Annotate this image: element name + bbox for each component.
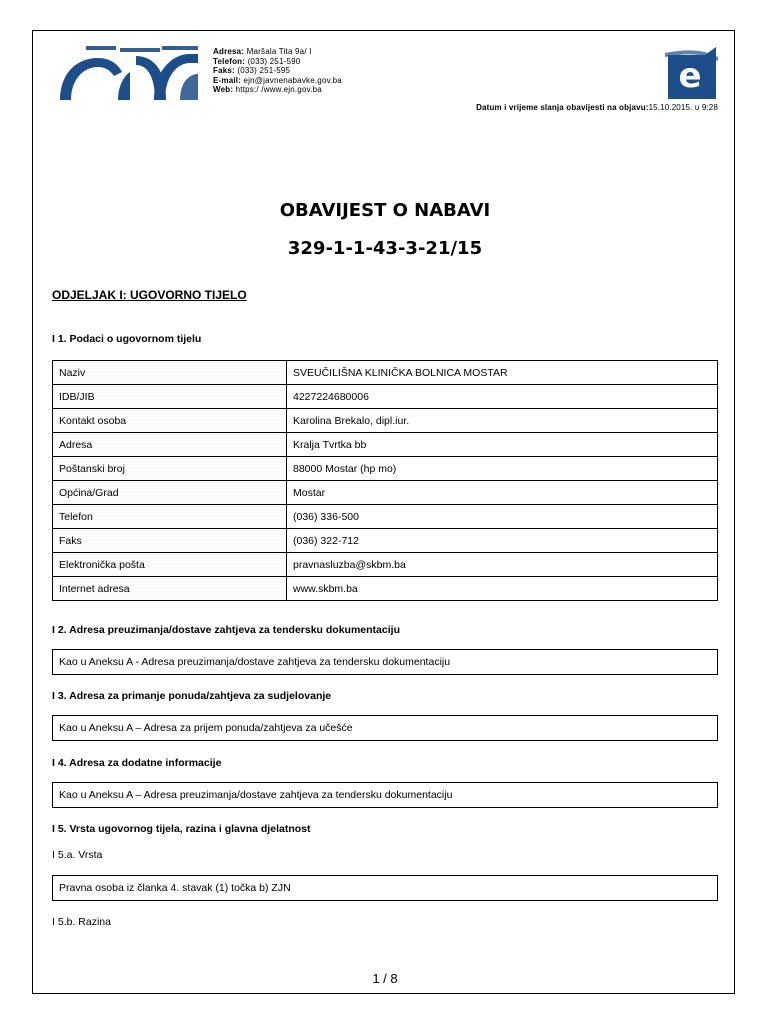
- table-value-cell: 88000 Mostar (hp mo): [287, 457, 718, 481]
- table-row: [53, 361, 718, 385]
- subsection-heading: I 4. Adresa za dodatne informacije: [52, 757, 222, 769]
- table-value-cell: (036) 322-712: [287, 529, 718, 553]
- table-label-cell: Telefon: [53, 505, 287, 529]
- value-box: Kao u Aneksu A – Adresa za prijem ponuda/zahtjeva za učešće: [52, 715, 718, 741]
- table-row: [53, 385, 718, 409]
- table-row: [53, 409, 718, 433]
- table-value-cell: Kralja Tvrtka bb: [287, 433, 718, 457]
- table-label-cell: Internet adresa: [53, 577, 287, 601]
- table-row: [53, 457, 718, 481]
- page-number: 1 / 8: [372, 971, 398, 986]
- contact-email: E-mail: ejn@javnenabavke.gov.ba: [213, 75, 342, 85]
- datetime-line: Datum i vrijeme slanja obavijesti na objavu:15.10.2015. u 9:28: [476, 103, 718, 112]
- subsection-label: I 5.b. Razina: [52, 916, 111, 928]
- table-label-cell: Adresa: [53, 433, 287, 457]
- contact-phone: Telefon: (033) 251-590: [213, 56, 301, 66]
- contracting-authority-table: [52, 360, 718, 601]
- table-value-cell: SVEUČILIŠNA KLINIČKA BOLNICA MOSTAR: [287, 361, 718, 385]
- contact-address: Adresa: Maršala Tita 9a/ I: [213, 47, 312, 56]
- page-title: OBAVIJEST O NABAVI: [279, 200, 491, 221]
- value-box: Kao u Aneksu A – Adresa preuzimanja/dostave zahtjeva za tendersku dokumentaciju: [52, 782, 718, 808]
- e-logo: [665, 47, 718, 99]
- contact-block: [213, 47, 342, 95]
- table-value-cell: pravnasluzba@skbm.ba: [287, 553, 718, 577]
- table-label-cell: Poštanski broj: [53, 457, 287, 481]
- subsection-heading: I 3. Adresa za primanje ponuda/zahtjeva za sudjelovanje: [52, 690, 332, 702]
- table-row: [53, 505, 718, 529]
- subsection-label: I 5.a. Vrsta: [52, 849, 103, 861]
- table-row: [53, 553, 718, 577]
- table-value-cell: Karolina Brekalo, dipl.iur.: [287, 409, 718, 433]
- table-label-cell: Faks: [53, 529, 287, 553]
- table-row: [53, 577, 718, 601]
- subsection-heading: I 2. Adresa preuzimanja/dostave zahtjeva za tendersku dokumentaciju: [52, 624, 400, 636]
- subsection-heading: I 1. Podaci o ugovornom tijelu: [52, 333, 202, 345]
- table-value-cell: (036) 336-500: [287, 505, 718, 529]
- table-label-cell: Naziv: [53, 361, 287, 385]
- value-box: Pravna osoba iz članka 4. stavak (1) točka b) ZJN: [52, 875, 718, 901]
- section-heading: ODJELJAK I: UGOVORNO TIJELO: [52, 288, 247, 302]
- table-row: [53, 433, 718, 457]
- table-label-cell: IDB/JIB: [53, 385, 287, 409]
- contact-fax: Faks: (033) 251-595: [213, 66, 291, 76]
- ejn-logo: [58, 46, 200, 100]
- table-value-cell: 4227224680006: [287, 385, 718, 409]
- table-value-cell: Mostar: [287, 481, 718, 505]
- table-row: [53, 481, 718, 505]
- table-label-cell: Elektronička pošta: [53, 553, 287, 577]
- value-box: Kao u Aneksu A - Adresa preuzimanja/dostave zahtjeva za tendersku dokumentaciju: [52, 649, 718, 675]
- document-number: 329-1-1-43-3-21/15: [287, 238, 483, 259]
- svg-text:e: e: [678, 56, 702, 96]
- table-label-cell: Kontakt osoba: [53, 409, 287, 433]
- table-row: [53, 529, 718, 553]
- contact-web: Web: https:/ /www.ejn.gov.ba: [213, 85, 322, 95]
- table-value-cell: www.skbm.ba: [287, 577, 718, 601]
- subsection-heading: I 5. Vrsta ugovornog tijela, razina i glavna djelatnost: [52, 823, 311, 835]
- table-label-cell: Općina/Grad: [53, 481, 287, 505]
